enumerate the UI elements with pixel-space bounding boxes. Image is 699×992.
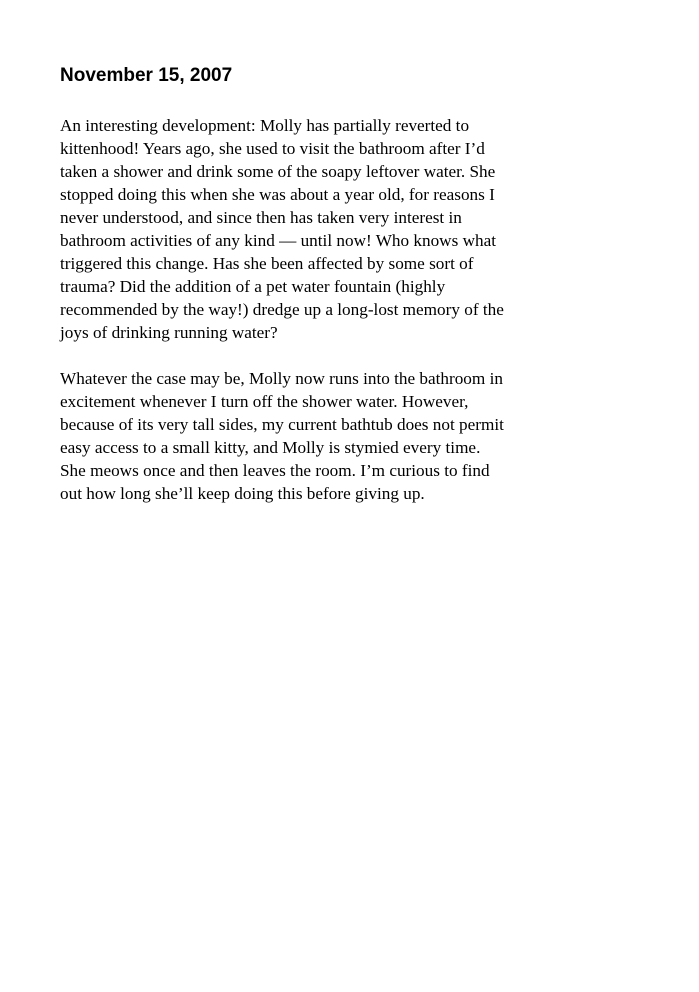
text-line: She meows once and then leaves the room. I’m curious to find xyxy=(60,461,490,480)
text-line: Whatever the case may be, Molly now runs into the bathroom in xyxy=(60,369,503,388)
paragraph-1 xyxy=(60,114,590,344)
text-line: triggered this change. Has she been affected by some sort of xyxy=(60,254,474,273)
entry-body xyxy=(60,114,590,528)
entry-date-heading: November 15, 2007 xyxy=(60,65,233,86)
text-line: An interesting development: Molly has partially reverted to xyxy=(60,116,470,135)
text-line: taken a shower and drink some of the soapy leftover water. She xyxy=(60,162,496,181)
text-line: out how long she’ll keep doing this before giving up. xyxy=(60,484,425,503)
text-line: trauma? Did the addition of a pet water fountain (highly xyxy=(60,277,446,296)
text-line: easy access to a small kitty, and Molly is stymied every time. xyxy=(60,438,481,457)
text-line: because of its very tall sides, my current bathtub does not permit xyxy=(60,415,504,434)
text-line: stopped doing this when she was about a year old, for reasons I xyxy=(60,185,495,204)
text-line: never understood, and since then has taken very interest in xyxy=(60,208,462,227)
paragraph-2 xyxy=(60,367,590,505)
text-line: kittenhood! Years ago, she used to visit the bathroom after I’d xyxy=(60,139,485,158)
text-line: recommended by the way!) dredge up a long-lost memory of the xyxy=(60,300,504,319)
text-line: excitement whenever I turn off the shower water. However, xyxy=(60,392,469,411)
text-line: bathroom activities of any kind — until now! Who knows what xyxy=(60,231,496,250)
text-line: joys of drinking running water? xyxy=(60,323,278,342)
